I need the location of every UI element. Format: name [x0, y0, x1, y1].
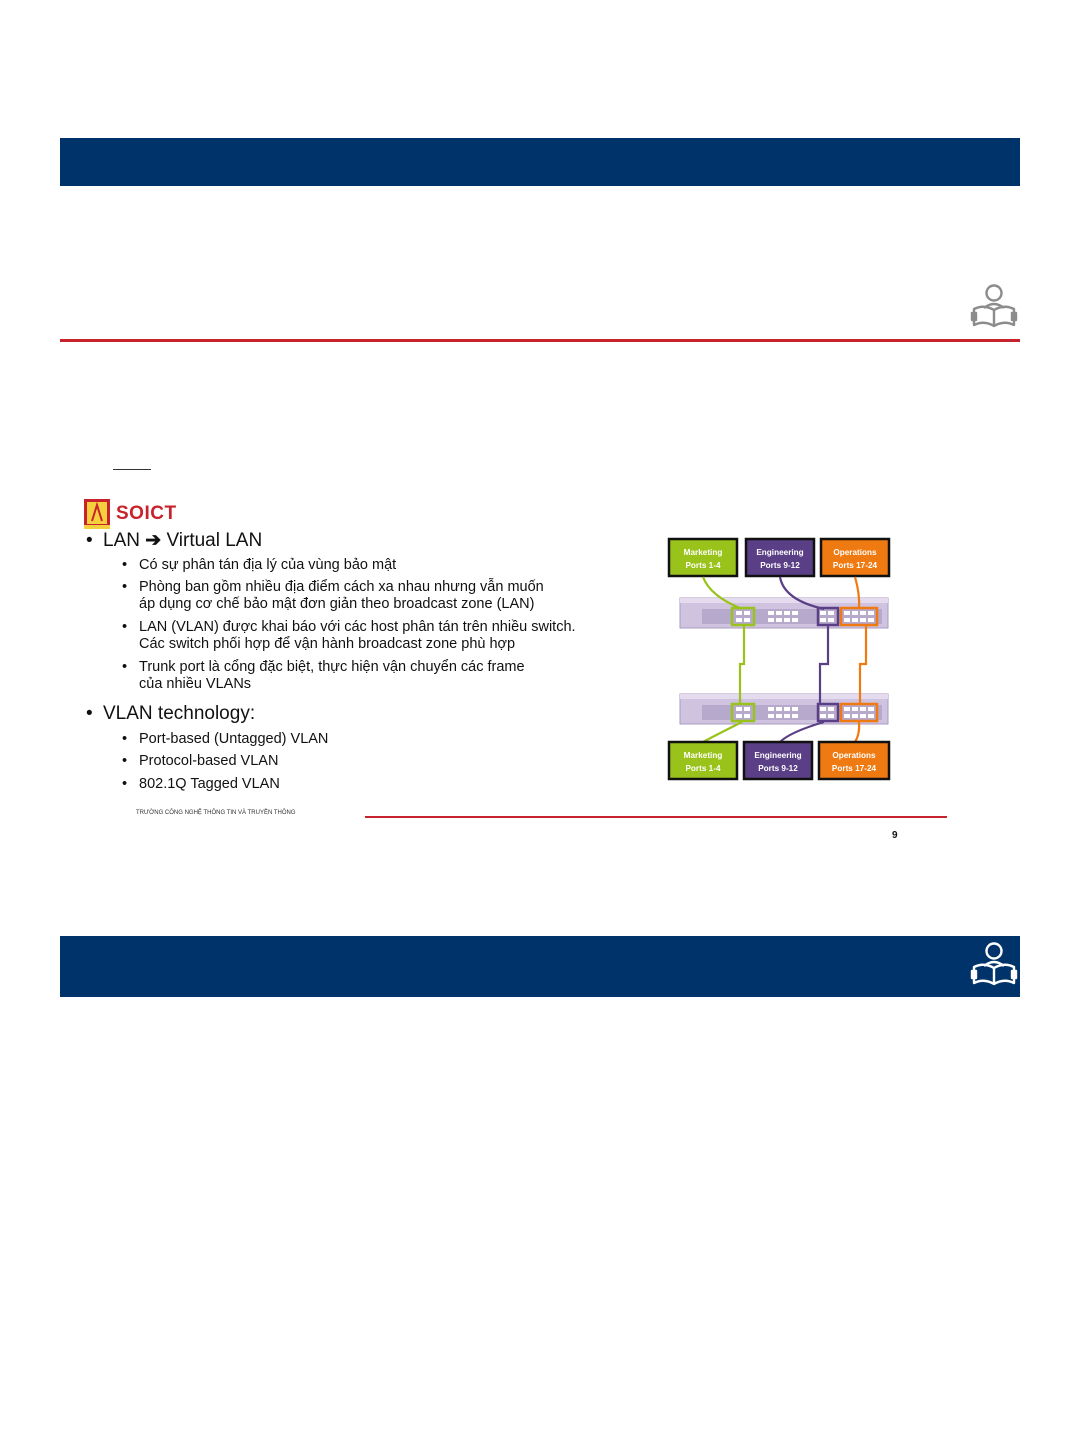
reader-book-icon: [970, 940, 1018, 988]
svg-text:Ports 9-12: Ports 9-12: [758, 764, 798, 773]
svg-text:Marketing: Marketing: [683, 751, 723, 760]
logo-text: SOICT: [116, 503, 177, 524]
svg-text:Ports 17-24: Ports 17-24: [832, 561, 878, 570]
bullet-lan: • LAN ➔ Virtual LAN: [86, 530, 263, 551]
bottom-label-engineering: [744, 742, 812, 779]
svg-text:Operations: Operations: [833, 548, 877, 557]
svg-text:Marketing: Marketing: [683, 548, 723, 557]
arrow-right-icon: ➔: [145, 530, 162, 551]
section-divider: [60, 339, 1020, 342]
reader-book-icon: [970, 282, 1018, 330]
svg-text:Engineering: Engineering: [756, 548, 804, 557]
vlan-diagram: [664, 536, 896, 784]
svg-text:Ports 9-12: Ports 9-12: [760, 561, 800, 570]
svg-text:Ports 1-4: Ports 1-4: [685, 764, 721, 773]
svg-text:Engineering: Engineering: [754, 751, 802, 760]
top-label-marketing: [669, 539, 737, 576]
svg-text:Operations: Operations: [832, 751, 876, 760]
page-number: 9: [892, 830, 898, 841]
underline-mark: [113, 469, 151, 470]
footer-divider: [365, 816, 947, 818]
svg-text:Ports 1-4: Ports 1-4: [685, 561, 721, 570]
bottom-label-operations: [819, 742, 889, 779]
footer-band: [60, 936, 1020, 997]
bullet-vlan-technology: • VLAN technology:: [86, 703, 256, 724]
header-band: [60, 138, 1020, 186]
footer-school-name: TRƯỜNG CÔNG NGHỆ THÔNG TIN VÀ TRUYỀN THÔNG: [136, 810, 296, 816]
top-label-engineering: [746, 539, 814, 576]
top-label-operations: [821, 539, 889, 576]
bottom-label-marketing: [669, 742, 737, 779]
svg-text:Ports 17-24: Ports 17-24: [831, 764, 877, 773]
